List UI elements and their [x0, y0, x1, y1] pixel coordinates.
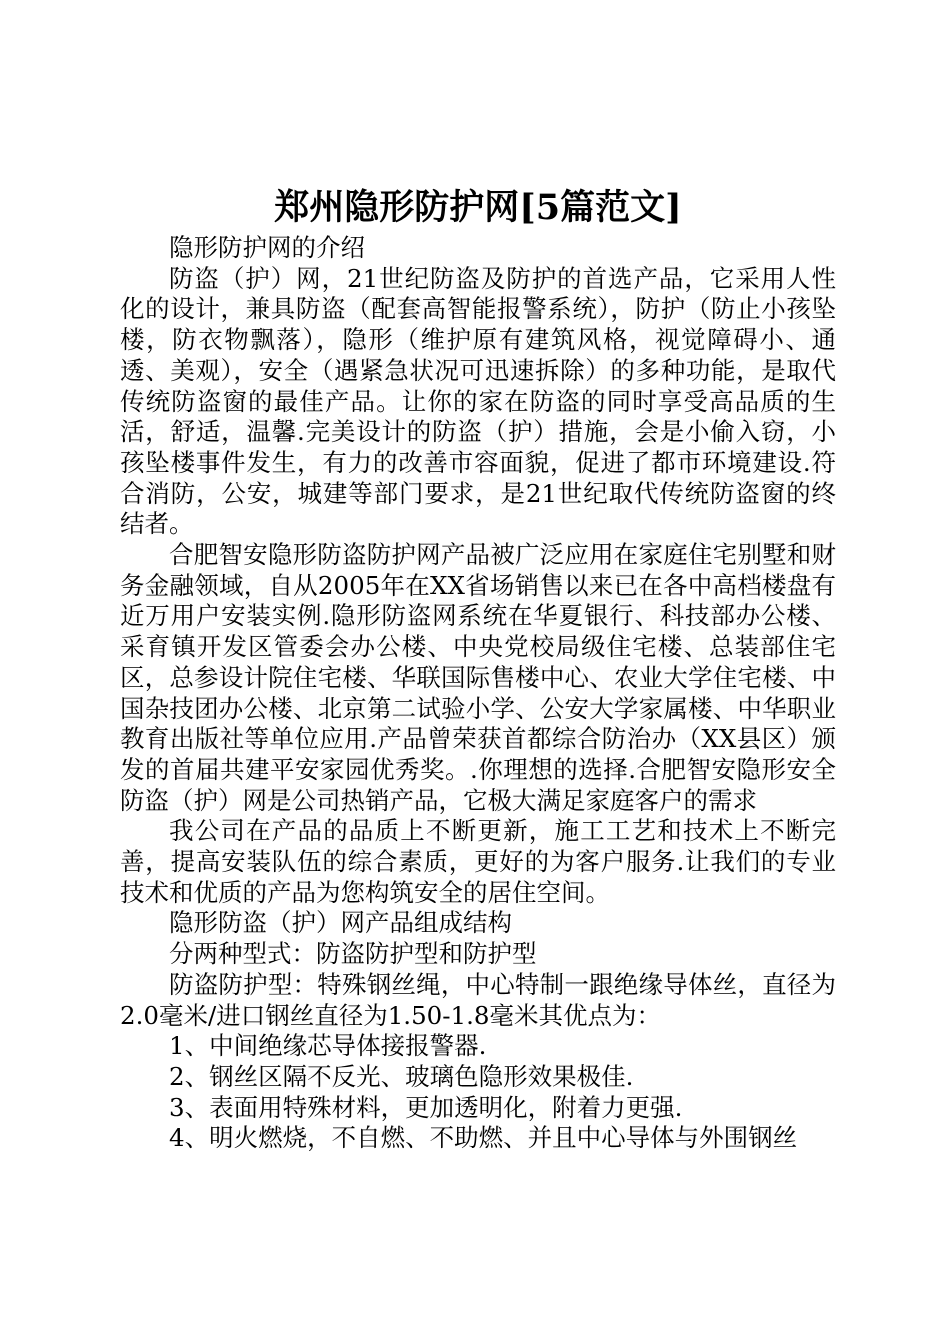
- paragraph-product-overview: 防盗（护）网，21世纪防盗及防护的首选产品，它采用人性化的设计，兼具防盗（配套高智能报警系统），防护（防止小孩坠楼，防衣物飘落），隐形（维护原有建筑风格，视觉障碍小、通透、美观），安全（遇紧急状况可迅速拆除）的多种功能，是取代传统防盗窗的最佳产品。让你的家在防盗的同时享受高品质的生活，舒适，温馨.完美设计的防盗（护）措施，会是小偷入窃，小孩坠楼事件发生，有力的改善市容面貌，促进了都市环境建设.符合消防，公安，城建等部门要求，是21世纪取代传统防盗窗的终结者。: [120, 263, 836, 539]
- paragraph-intro-heading: 隐形防护网的介绍: [169, 233, 365, 262]
- paragraph-antitheft-type: 防盗防护型：特殊钢丝绳，中心特制一跟绝缘导体丝，直径为2.0毫米/进口钢丝直径为1.50-1.8毫米其优点为：: [120, 969, 836, 1030]
- list-item-advantage-4: 4、明火燃烧，不自燃、不助燃、并且中心导体与外围钢丝: [169, 1123, 798, 1153]
- paragraph-company-commitment: 我公司在产品的品质上不断更新，施工工艺和技术上不断完善，提高安装队伍的综合素质，更好的为客户服务.让我们的专业技术和优质的产品为您构筑安全的居住空间。: [120, 816, 836, 907]
- paragraph-applications: 合肥智安隐形防盗防护网产品被广泛应用在家庭住宅别墅和财务金融领域，自从2005年在XX省场销售以来已在各中高档楼盘有近万用户安装实例.隐形防盗网系统在华夏银行、科技部办公楼、采育镇开发区管委会办公楼、中央党校局级住宅楼、总装部住宅区，总参设计院住宅楼、华联国际售楼中心、农业大学住宅楼、中国杂技团办公楼、北京第二试验小学、公安大学家属楼、中华职业教育出版社等单位应用.产品曾荣获首都综合防治办（XX县区）颁发的首届共建平安家园优秀奖。.你理想的选择.合肥智安隐形安全防盗（护）网是公司热销产品，它极大满足家庭客户的需求: [120, 540, 836, 815]
- document-title: 郑州隐形防护网[5篇范文]: [274, 187, 682, 228]
- document-body: [120, 233, 836, 1154]
- paragraph-types: 分两种型式：防盗防护型和防护型: [169, 939, 537, 969]
- list-item-advantage-1: 1、中间绝缘芯导体接报警器.: [169, 1031, 487, 1061]
- paragraph-structure-heading: 隐形防盗（护）网产品组成结构: [169, 908, 512, 938]
- document-page: [120, 0, 836, 1344]
- list-item-advantage-2: 2、钢丝区隔不反光、玻璃色隐形效果极佳.: [169, 1061, 634, 1091]
- list-item-advantage-3: 3、表面用特殊材料，更加透明化，附着力更强.: [169, 1092, 683, 1122]
